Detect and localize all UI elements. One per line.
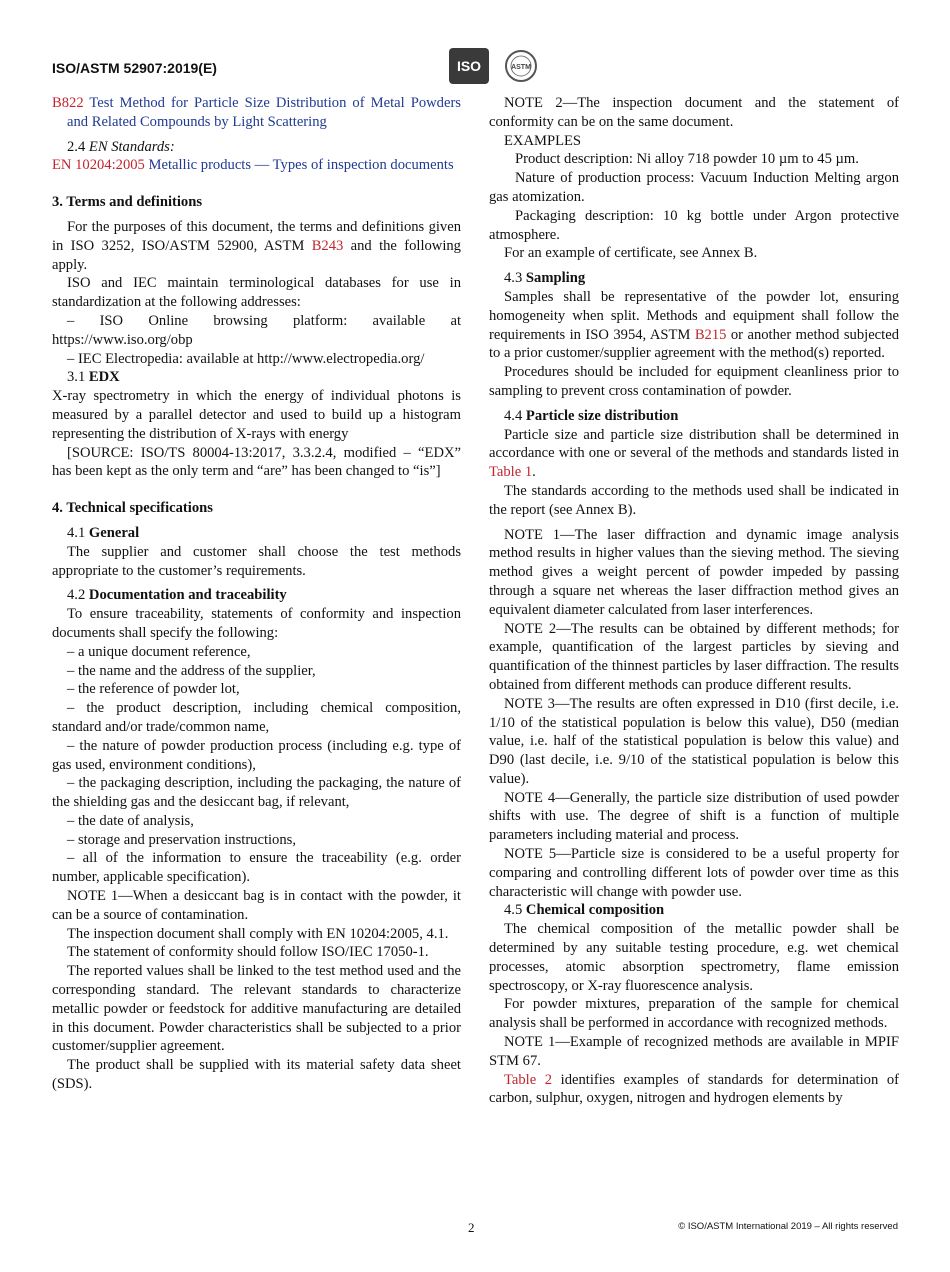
section-title: General bbox=[88, 524, 140, 541]
paragraph: The reported values shall be linked to the test method used and the corresponding standard. The relevant standards to characterize metallic powder or feedstock for additive manufacturing are detailed in this document. Powder characteristics shall be subjected to a prior customer/supplier agreement. bbox=[52, 963, 461, 1055]
table-2-link[interactable]: Table 2 bbox=[504, 1071, 553, 1088]
term-title: EDX bbox=[88, 369, 120, 386]
text: or another method subjected to a prior customer/supplier agreement with the method(s) reported. bbox=[489, 326, 899, 362]
reference-code-link[interactable]: B822 bbox=[52, 95, 84, 111]
reference-b822 bbox=[52, 94, 461, 132]
list-item: – storage and preservation instructions, bbox=[67, 831, 296, 848]
list-item: – all of the information to ensure the traceability (e.g. order number, applicable specification). bbox=[52, 850, 461, 886]
section-title: Documentation and traceability bbox=[88, 587, 287, 604]
term-3-1-heading bbox=[52, 368, 461, 387]
header-logos bbox=[449, 48, 541, 84]
note: NOTE 1—Example of recognized methods are available in MPIF STM 67. bbox=[489, 1034, 899, 1069]
astm-logo bbox=[501, 48, 541, 84]
text: Samples shall be representative of the powder lot, ensuring homogeneity when split. Methods and equipment shall follow the requirements in ISO 3954, ASTM bbox=[489, 288, 899, 343]
reference-title: Test Method for Particle Size Distribution of Metal Powders and Related Compounds by Light Scattering bbox=[67, 95, 461, 130]
text: and the following apply. bbox=[52, 237, 461, 273]
section-title: Particle size distribution bbox=[525, 407, 679, 424]
section-3-heading: 3. Terms and definitions bbox=[52, 194, 203, 211]
note: NOTE 2—The inspection document and the statement of conformity can be on the same document. bbox=[489, 95, 899, 130]
section-number: 4.4 bbox=[504, 407, 523, 424]
section-number: 4.1 bbox=[67, 524, 86, 541]
section-title: Sampling bbox=[525, 270, 586, 287]
paragraph: The standards according to the methods used shall be indicated in the report (see Annex B). bbox=[489, 482, 899, 518]
section-4-2-heading bbox=[52, 586, 461, 605]
copyright-notice: © ISO/ASTM International 2019 – All rights reserved bbox=[678, 1221, 898, 1232]
section-title: EN Standards: bbox=[88, 138, 175, 155]
note: NOTE 5—Particle size is considered to be a useful property for comparing and controlling different lots of powder over time as this characteristic will change with powder use. bbox=[489, 846, 899, 900]
section-number: 2.4 bbox=[67, 138, 86, 155]
text: identifies examples of standards for determination of carbon, sulphur, oxygen, nitrogen and hydrogen elements by bbox=[489, 1071, 899, 1107]
list-item: – a unique document reference, bbox=[67, 643, 251, 660]
section-2-4-heading bbox=[52, 138, 461, 157]
table-1-link[interactable]: Table 1 bbox=[489, 464, 533, 481]
list-item: – ISO Online browsing platform: available at https://www.iso.org/obp bbox=[52, 312, 461, 348]
astm-logo-text: ASTM bbox=[511, 64, 531, 71]
document-id: ISO/ASTM 52907:2019(E) bbox=[52, 60, 217, 76]
example-item: Nature of production process: Vacuum Induction Melting argon gas atomization. bbox=[489, 170, 899, 205]
reference-link-b215[interactable]: B215 bbox=[694, 326, 727, 343]
paragraph: Procedures should be included for equipment cleanliness prior to sampling to prevent cross contamination of powder. bbox=[489, 364, 899, 399]
section-number: 4.3 bbox=[504, 270, 523, 287]
paragraph: For powder mixtures, preparation of the sample for chemical analysis shall be performed in accordance with recognized methods. bbox=[489, 996, 899, 1032]
paragraph: To ensure traceability, statements of conformity and inspection documents shall specify the following: bbox=[52, 606, 461, 641]
section-title: Chemical composition bbox=[525, 902, 665, 919]
section-4-1-heading bbox=[52, 524, 461, 543]
page-number: 2 bbox=[468, 1220, 475, 1235]
list-item: – the product description, including chemical composition, standard and/or trade/common name, bbox=[52, 700, 461, 735]
note: NOTE 1—When a desiccant bag is in contact with the powder, it can be a source of contamination. bbox=[52, 888, 461, 923]
reference-en10204 bbox=[52, 156, 461, 175]
section-4-3-heading bbox=[489, 269, 899, 288]
paragraph bbox=[489, 288, 899, 363]
note: NOTE 4—Generally, the particle size distribution of used powder shifts with use. The degree of shift is a function of multiple parameters including material and process. bbox=[489, 789, 899, 844]
reference-link-b243[interactable]: B243 bbox=[311, 237, 344, 254]
paragraph: The chemical composition of the metallic powder shall be determined by any suitable testing procedure, e.g. wet chemical processes, atomic absorption spectrometry, flame emission spectroscopy, or X-ray fluorescence analysis. bbox=[489, 921, 899, 994]
section-4-4-heading bbox=[489, 407, 899, 426]
note: NOTE 2—The results can be obtained by different methods; for example, quantification of the largest particles by sieving and quantification of the thinnest particles by laser diffraction. The results obtained from different methods can produce different results. bbox=[489, 620, 899, 693]
reference-code-link[interactable]: EN 10204:2005 bbox=[52, 157, 145, 174]
examples-label: EXAMPLES bbox=[504, 132, 582, 149]
list-item: – the name and the address of the supplier, bbox=[67, 662, 316, 679]
term-definition: X-ray spectrometry in which the energy of individual photons is measured by a parallel detector and used to build up a histogram representing the distribution of X-rays with energy bbox=[52, 388, 461, 442]
paragraph: The product shall be supplied with its material safety data sheet (SDS). bbox=[52, 1057, 461, 1093]
note: NOTE 1—The laser diffraction and dynamic image analysis method results in higher values than the sieving method. The sieving method gives a weight percent of powder impeded by passing through a square net whereas the laser diffraction method gives an equivalent diameter calculated from laser interferences. bbox=[489, 526, 899, 618]
paragraph bbox=[489, 426, 899, 482]
text: For the purposes of this document, the terms and definitions given in ISO 3252, ISO/ASTM 52900, ASTM bbox=[52, 218, 461, 254]
text: . bbox=[532, 464, 536, 481]
list-item: – the nature of powder production process (including e.g. type of gas used, environment conditions), bbox=[52, 737, 461, 773]
section-number: 4.5 bbox=[504, 902, 523, 919]
text: Particle size and particle size distribution shall be determined in accordance with one or several of the methods and standards listed in bbox=[489, 426, 899, 462]
example-item: Product description: Ni alloy 718 powder 10 µm to 45 µm. bbox=[515, 151, 859, 168]
section-4-heading: 4. Technical specifications bbox=[52, 500, 213, 517]
term-number: 3.1 bbox=[67, 369, 86, 386]
iso-logo bbox=[449, 48, 489, 84]
list-item: – the reference of powder lot, bbox=[67, 681, 240, 698]
right-column bbox=[489, 94, 899, 1108]
term-source: [SOURCE: ISO/TS 80004-13:2017, 3.3.2.4, modified – “EDX” has been kept as the only term and “are” has been changed to “is”] bbox=[52, 444, 461, 480]
paragraph bbox=[489, 1071, 899, 1109]
list-item: – the date of analysis, bbox=[67, 812, 194, 829]
list-item: – the packaging description, including the packaging, the nature of the shielding gas and the desiccant bag, if relevant, bbox=[52, 775, 461, 811]
iso-logo-text: ISO bbox=[456, 58, 482, 74]
paragraph: The supplier and customer shall choose the test methods appropriate to the customer’s requirements. bbox=[52, 543, 461, 579]
list-item: – IEC Electropedia: available at http://www.electropedia.org/ bbox=[67, 350, 425, 367]
note: NOTE 3—The results are often expressed in D10 (first decile, i.e. 1/10 of the statistical population is below this value), D50 (median value, i.e. half of the statistical population is below this value) and D90 (last decile, i.e. 9/10 of the statistical population is below this value). bbox=[489, 695, 899, 787]
section-4-5-heading bbox=[489, 901, 899, 920]
paragraph: The statement of conformity should follow ISO/IEC 17050-1. bbox=[67, 944, 429, 961]
section-number: 4.2 bbox=[67, 587, 86, 604]
reference-title: Metallic products — Types of inspection documents bbox=[148, 157, 454, 174]
example-item: Packaging description: 10 kg bottle under Argon protective atmosphere. bbox=[489, 207, 899, 243]
paragraph: For an example of certificate, see Annex B. bbox=[504, 245, 758, 262]
left-column bbox=[52, 94, 461, 1094]
paragraph: The inspection document shall comply with EN 10204:2005, 4.1. bbox=[67, 925, 449, 942]
paragraph: ISO and IEC maintain terminological databases for use in standardization at the following addresses: bbox=[52, 275, 461, 311]
paragraph bbox=[52, 218, 461, 274]
